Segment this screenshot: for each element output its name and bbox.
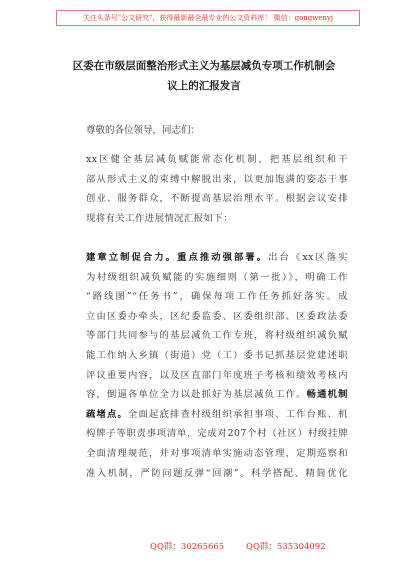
bold-heading: 畅通机制 — [306, 389, 348, 401]
paragraph-line: 准入机制，严防问题反弹“回潮”。科学搭配、精简优化 — [86, 467, 348, 479]
document-title-line-2: 议上的汇报发言 — [167, 80, 241, 92]
paragraph-line: 容，倒逼各单位全力以赴抓好为基层减负工作。畅通机制 — [86, 389, 348, 401]
paragraph-line: “路线图”“任务书”，确保每项工作任务抓好落实。成 — [86, 291, 348, 303]
document-title-line-1: 区委在市级层面整治形式主义为基层减负专项工作机制会 — [72, 60, 336, 72]
bold-heading: 建章立制促合力。重点推动强部署。 — [86, 252, 269, 263]
header-banner: 关注头条号"公文研究"，获得最新最全最专业的公文资料库！ 微信：gongwenyj — [56, 10, 360, 26]
paragraph-line: 为村级组织减负赋能的实施细则（第一批）》，明确工作 — [86, 271, 348, 283]
footer-qq-group-1: QQ群：30265665 — [150, 542, 225, 552]
paragraph-line: 建章立制促合力。重点推动强部署。出台《xx区落实 — [86, 252, 348, 263]
paragraph-line: 能工作纳入乡镇（街道）党（工）委书记抓基层党建述职 — [86, 349, 348, 361]
paragraph-line: 现将有关工作进展情况汇报如下： — [86, 212, 233, 224]
paragraph-body — [86, 248, 348, 483]
paragraph-line: 等部门共同参与的基层减负工作专班，将村级组织减负赋 — [86, 330, 348, 342]
paragraph-line: 创业、服务群众，不断提高基层治理水平。根据会议安排 — [86, 193, 348, 205]
bold-heading: 疏堵点。 — [86, 408, 129, 420]
footer-qq-group-2: QQ群：535304092 — [246, 542, 326, 552]
paragraph-line: 立由区委办牵头，区纪委监委、区委组织部、区委政法委 — [86, 310, 348, 322]
paragraph-line: xx区健全基层减负赋能常态化机制，把基层组织和干 — [86, 154, 348, 165]
paragraph-line: 疏堵点。全面起底排查村级组织承担事项、工作台账、机 — [86, 408, 348, 420]
paragraph-line: 构牌子等职责事项清单，完成对207个村（社区）村级挂牌 — [86, 428, 348, 440]
paragraph-line: 评议重要内容，以及区直部门年度班子考核和绩效考核内 — [86, 369, 348, 381]
paragraph-intro — [86, 150, 348, 228]
paragraph-line: 全面清理规范，并对事项清单实施动态管理，定期巡察和 — [86, 447, 348, 459]
paragraph-line: 部从形式主义的束缚中解脱出来，以更加饱满的姿态干事 — [86, 173, 348, 185]
greeting: 尊敬的各位领导，同志们： — [86, 125, 201, 136]
